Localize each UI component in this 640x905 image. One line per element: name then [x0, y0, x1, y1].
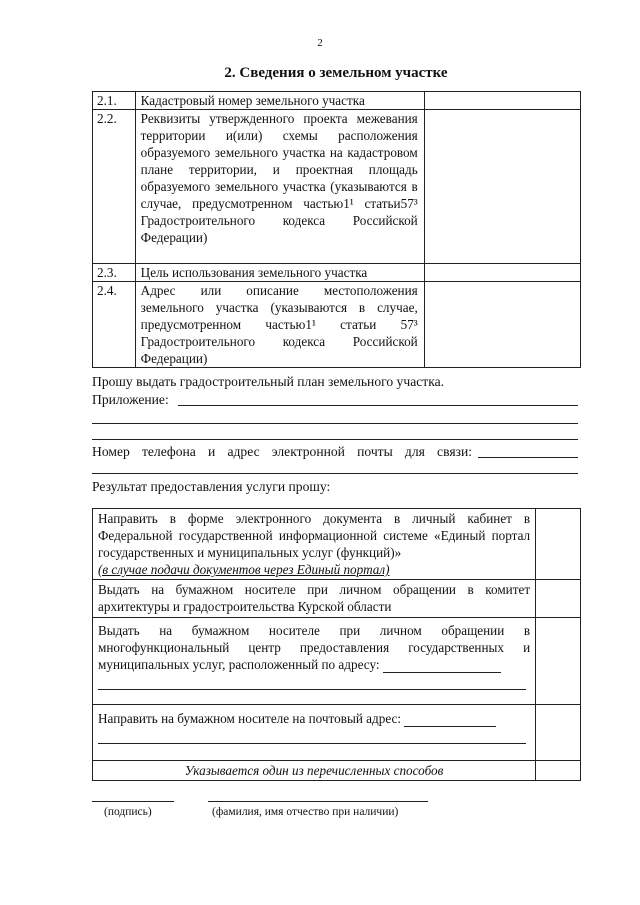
- page-number: 2: [317, 37, 323, 49]
- postal-address-line[interactable]: [404, 714, 496, 727]
- table-row: [93, 110, 581, 264]
- option-paper-mfc: [93, 618, 536, 705]
- postal-address-line-2[interactable]: [98, 727, 526, 744]
- table-row: [93, 509, 581, 580]
- table-row: [93, 282, 581, 368]
- signature-label: (подпись): [104, 806, 152, 818]
- option-paper-committee-checkbox[interactable]: [536, 580, 581, 618]
- option-electronic: [93, 509, 536, 580]
- options-footnote: Указывается один из перечисленных способов: [93, 761, 536, 781]
- mfc-address-line[interactable]: [383, 660, 501, 673]
- row-label: Цель использования земельного участка: [135, 264, 424, 282]
- option-postal: [93, 705, 536, 761]
- land-address-field[interactable]: [424, 282, 580, 368]
- attachment-line-1[interactable]: [178, 405, 578, 406]
- name-line[interactable]: [208, 801, 428, 802]
- table-row: [93, 618, 581, 705]
- result-options-table: [92, 508, 581, 781]
- cadastral-number-field[interactable]: [424, 92, 580, 110]
- contact-line-2[interactable]: [92, 473, 578, 474]
- table-row: [93, 580, 581, 618]
- row-label: Адрес или описание местоположения земельного участка (указываются в случае, предусмотренном частью1¹ статьи 57³ Градостроительного кодекса Российской Федерации): [135, 282, 424, 368]
- row-number: 2.2.: [93, 110, 136, 264]
- name-label: (фамилия, имя отчество при наличии): [212, 806, 399, 818]
- row-number: 2.4.: [93, 282, 136, 368]
- option-text: Выдать на бумажном носителе при личном обращении в многофункциональный центр предоставления государственных и муниципальных услуг, расположенный по адресу:: [98, 623, 531, 672]
- option-paper-committee: Выдать на бумажном носителе при личном обращении в комитет архитектуры и градостроительства Курской области: [93, 580, 536, 618]
- contact-line-1[interactable]: [478, 457, 578, 458]
- mfc-address-line-2[interactable]: [98, 673, 526, 690]
- attachment-label: Приложение:: [92, 392, 169, 407]
- table-row: [93, 761, 581, 781]
- attachment-line-3[interactable]: [92, 439, 578, 440]
- land-purpose-field[interactable]: [424, 264, 580, 282]
- table-row: [93, 705, 581, 761]
- option-note: (в случае подачи документов через Единый портал): [98, 562, 390, 577]
- signature-line[interactable]: [92, 801, 174, 802]
- project-details-field[interactable]: [424, 110, 580, 264]
- section-title: 2. Сведения о земельном участке: [224, 65, 448, 81]
- result-label: Результат предоставления услуги прошу:: [92, 479, 331, 494]
- option-electronic-checkbox[interactable]: [536, 509, 581, 580]
- option-paper-mfc-checkbox[interactable]: [536, 618, 581, 705]
- row-number: 2.3.: [93, 264, 136, 282]
- empty-cell: [536, 761, 581, 781]
- row-number: 2.1.: [93, 92, 136, 110]
- option-postal-checkbox[interactable]: [536, 705, 581, 761]
- table-row: [93, 264, 581, 282]
- table-row: [93, 92, 581, 110]
- contact-label: Номер телефона и адрес электронной почты для связи:: [92, 444, 472, 459]
- option-text: Направить в форме электронного документа в личный кабинет в Федеральной государственной информационной системе «Единый портал государственных и муниципальных услуг (функций)»: [98, 511, 531, 560]
- option-text: Направить на бумажном носителе на почтовый адрес:: [98, 711, 402, 726]
- request-text: Прошу выдать градостроительный план земельного участка.: [92, 374, 445, 389]
- attachment-line-2[interactable]: [92, 423, 578, 424]
- row-label: Кадастровый номер земельного участка: [135, 92, 424, 110]
- land-info-table: [92, 91, 581, 368]
- row-label: Реквизиты утвержденного проекта межевания территории и(или) схемы расположения образуемого земельного участка на кадастровом плане территории, и проектная площадь образуемого земельного участка (указываются в случае, предусмотренном частью1¹ статьи57³ Градостроительного кодекса Российской Федерации): [135, 110, 424, 264]
